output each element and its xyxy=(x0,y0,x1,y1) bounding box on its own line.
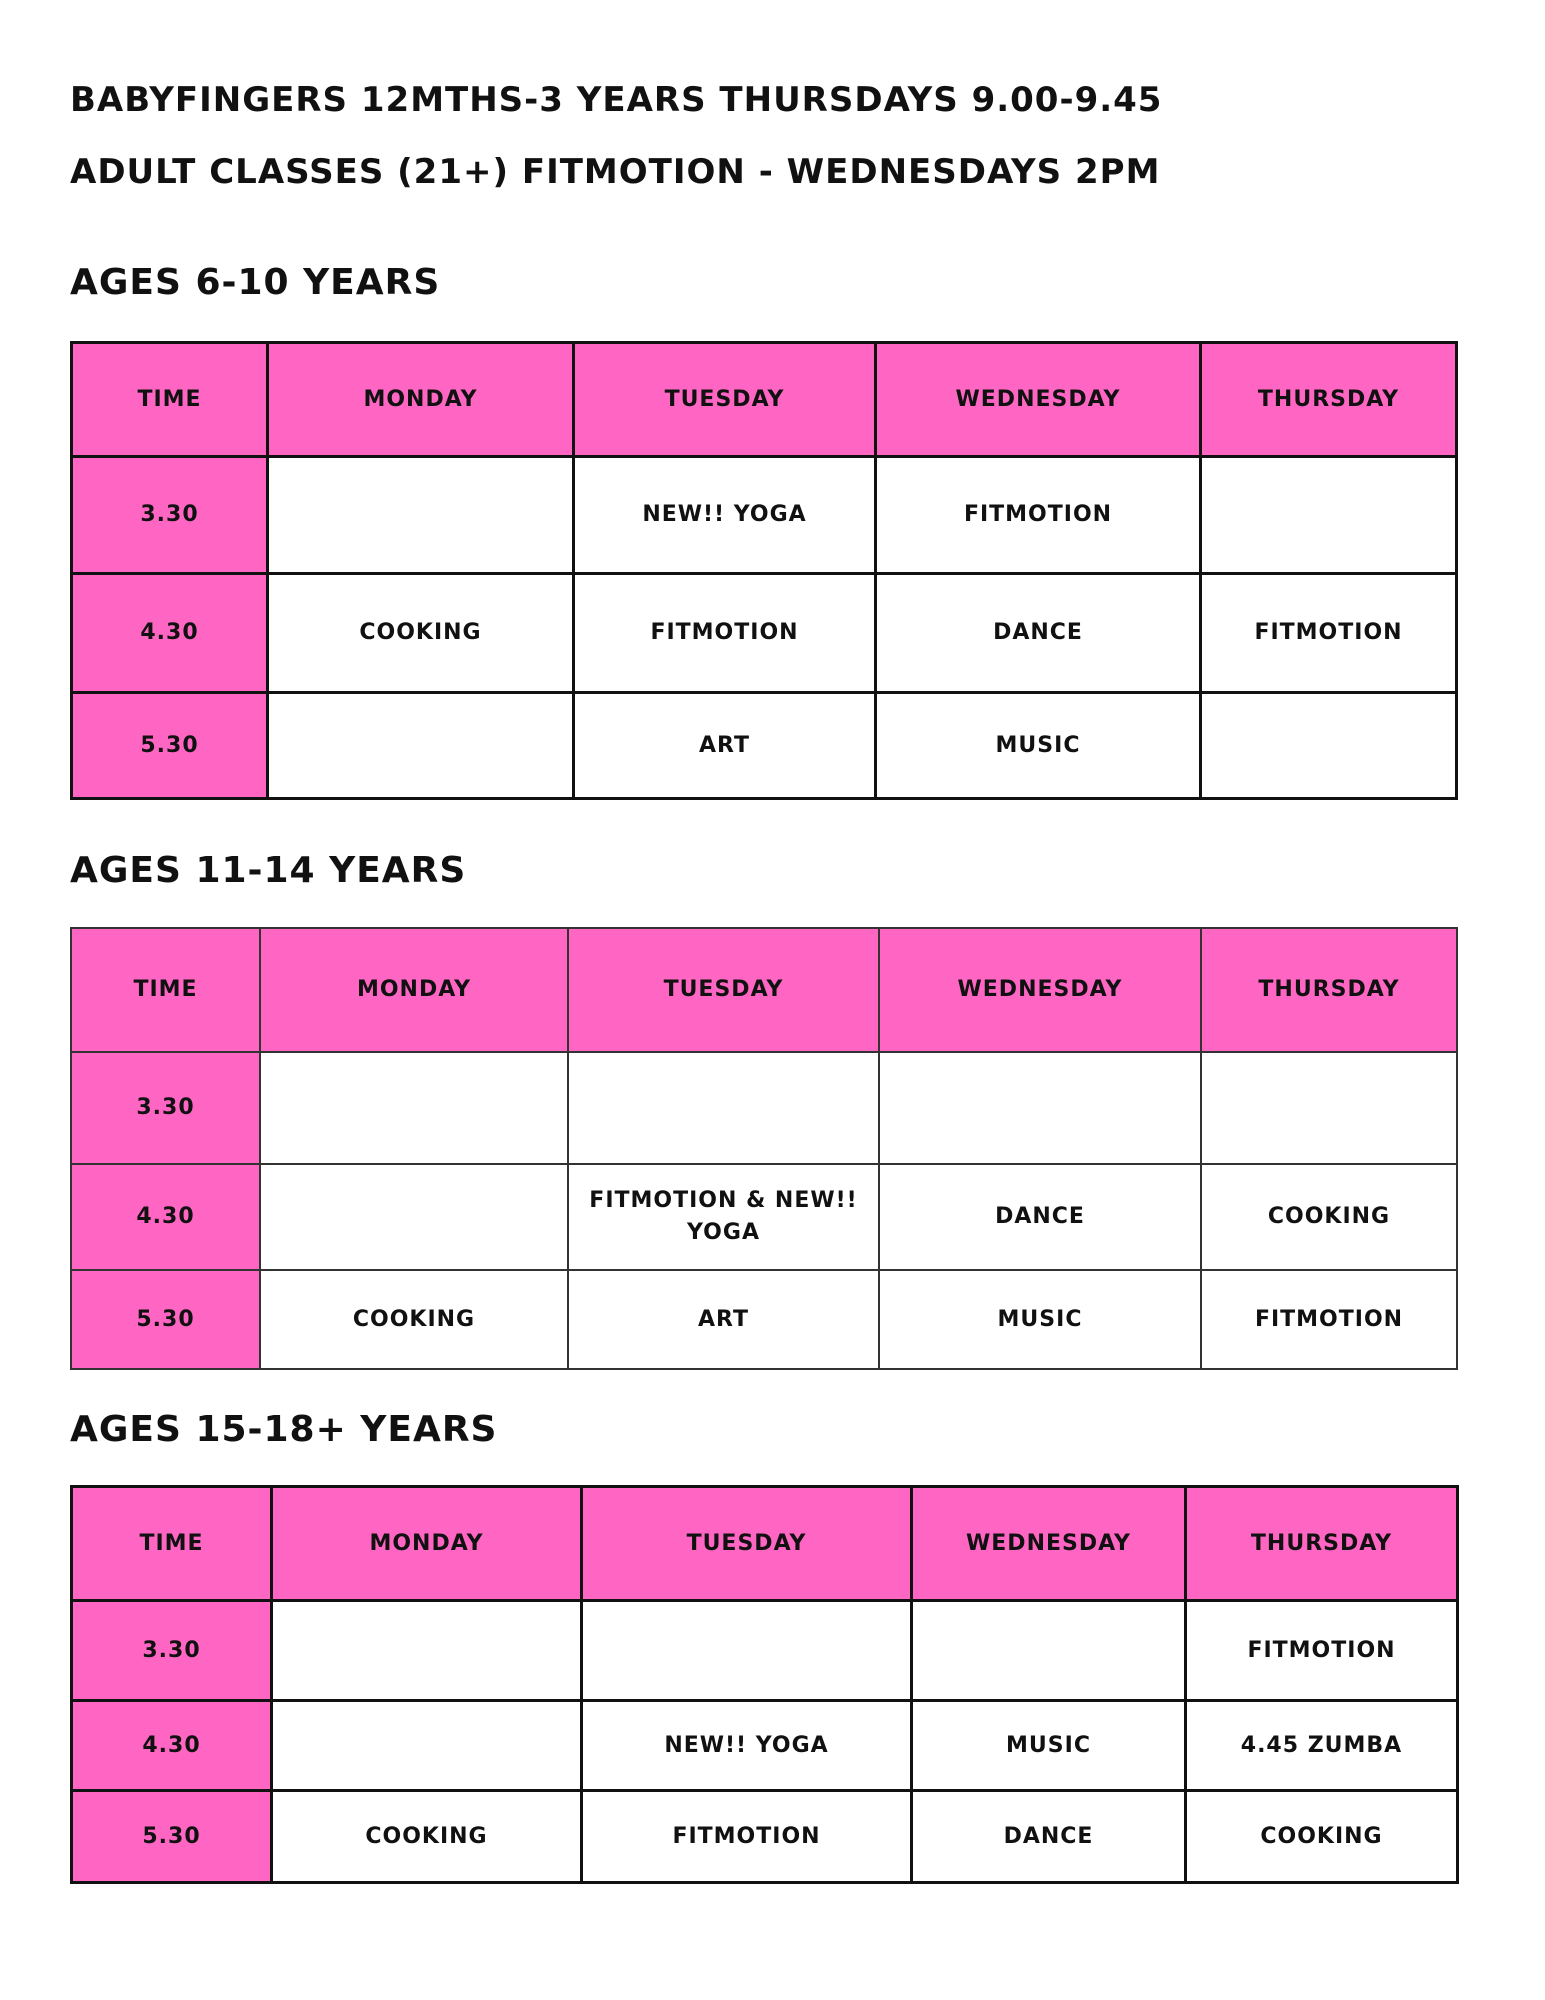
time-cell: 4.30 xyxy=(72,574,268,693)
column-header-tuesday: TUESDAY xyxy=(582,1487,912,1601)
class-cell-monday xyxy=(260,1052,568,1164)
class-cell-thursday: 4.45 ZUMBA xyxy=(1186,1701,1458,1791)
class-cell-tuesday: NEW!! YOGA xyxy=(582,1701,912,1791)
class-cell-thursday: FITMOTION xyxy=(1201,1270,1457,1369)
table-row xyxy=(71,1052,1457,1164)
class-cell-monday xyxy=(272,1701,582,1791)
class-cell-tuesday: NEW!! YOGA xyxy=(574,457,876,574)
class-cell-tuesday xyxy=(568,1052,879,1164)
column-header-wednesday: WEDNESDAY xyxy=(912,1487,1186,1601)
class-cell-monday xyxy=(260,1164,568,1270)
class-cell-wednesday: DANCE xyxy=(912,1791,1186,1883)
class-cell-thursday: FITMOTION xyxy=(1201,574,1457,693)
column-header-monday: MONDAY xyxy=(268,343,574,457)
class-cell-monday: COOKING xyxy=(268,574,574,693)
class-cell-thursday xyxy=(1201,693,1457,799)
class-cell-thursday xyxy=(1201,457,1457,574)
table-row xyxy=(72,1701,1458,1791)
table-row xyxy=(72,574,1457,693)
time-cell: 4.30 xyxy=(71,1164,260,1270)
class-cell-wednesday: MUSIC xyxy=(876,693,1201,799)
time-cell: 4.30 xyxy=(72,1701,272,1791)
column-header-time: TIME xyxy=(72,1487,272,1601)
class-cell-tuesday xyxy=(582,1601,912,1701)
table-row xyxy=(72,1601,1458,1701)
class-cell-monday xyxy=(268,457,574,574)
table-row xyxy=(71,1164,1457,1270)
class-cell-monday xyxy=(268,693,574,799)
time-cell: 3.30 xyxy=(72,457,268,574)
header-babyfingers: BABYFINGERS 12MTHS-3 YEARS THURSDAYS 9.00-9.45 xyxy=(70,80,1163,120)
class-cell-tuesday: ART xyxy=(568,1270,879,1369)
column-header-time: TIME xyxy=(71,928,260,1052)
table-row xyxy=(72,693,1457,799)
class-cell-thursday: FITMOTION xyxy=(1186,1601,1458,1701)
class-cell-tuesday: FITMOTION xyxy=(574,574,876,693)
column-header-thursday: THURSDAY xyxy=(1201,928,1457,1052)
column-header-thursday: THURSDAY xyxy=(1186,1487,1458,1601)
class-cell-tuesday: FITMOTION & NEW!! YOGA xyxy=(568,1164,879,1270)
class-cell-wednesday: DANCE xyxy=(876,574,1201,693)
class-cell-wednesday: DANCE xyxy=(879,1164,1201,1270)
schedule-table-ages-6-10 xyxy=(70,341,1458,800)
table-row xyxy=(72,457,1457,574)
column-header-time: TIME xyxy=(72,343,268,457)
class-cell-wednesday xyxy=(879,1052,1201,1164)
section-title-ages-11-14: AGES 11-14 YEARS xyxy=(70,850,467,891)
column-header-thursday: THURSDAY xyxy=(1201,343,1457,457)
class-cell-wednesday xyxy=(912,1601,1186,1701)
class-cell-monday: COOKING xyxy=(260,1270,568,1369)
column-header-wednesday: WEDNESDAY xyxy=(876,343,1201,457)
column-header-tuesday: TUESDAY xyxy=(568,928,879,1052)
class-cell-tuesday: FITMOTION xyxy=(582,1791,912,1883)
column-header-wednesday: WEDNESDAY xyxy=(879,928,1201,1052)
table-header-row xyxy=(72,343,1457,457)
class-cell-monday: COOKING xyxy=(272,1791,582,1883)
table-header-row xyxy=(71,928,1457,1052)
header-adult-classes: ADULT CLASSES (21+) FITMOTION - WEDNESDAYS 2PM xyxy=(70,152,1161,192)
class-cell-thursday: COOKING xyxy=(1201,1164,1457,1270)
section-title-ages-6-10: AGES 6-10 YEARS xyxy=(70,262,441,303)
schedule-table-ages-15-18 xyxy=(70,1485,1459,1884)
class-cell-wednesday: MUSIC xyxy=(912,1701,1186,1791)
section-title-ages-15-18: AGES 15-18+ YEARS xyxy=(70,1409,498,1450)
class-cell-monday xyxy=(272,1601,582,1701)
time-cell: 3.30 xyxy=(72,1601,272,1701)
schedule-table-ages-11-14 xyxy=(70,927,1458,1370)
class-cell-wednesday: MUSIC xyxy=(879,1270,1201,1369)
time-cell: 5.30 xyxy=(72,1791,272,1883)
table-header-row xyxy=(72,1487,1458,1601)
column-header-monday: MONDAY xyxy=(260,928,568,1052)
time-cell: 5.30 xyxy=(72,693,268,799)
class-cell-thursday xyxy=(1201,1052,1457,1164)
time-cell: 5.30 xyxy=(71,1270,260,1369)
column-header-tuesday: TUESDAY xyxy=(574,343,876,457)
class-cell-thursday: COOKING xyxy=(1186,1791,1458,1883)
table-row xyxy=(72,1791,1458,1883)
time-cell: 3.30 xyxy=(71,1052,260,1164)
class-cell-wednesday: FITMOTION xyxy=(876,457,1201,574)
table-row xyxy=(71,1270,1457,1369)
class-cell-tuesday: ART xyxy=(574,693,876,799)
column-header-monday: MONDAY xyxy=(272,1487,582,1601)
